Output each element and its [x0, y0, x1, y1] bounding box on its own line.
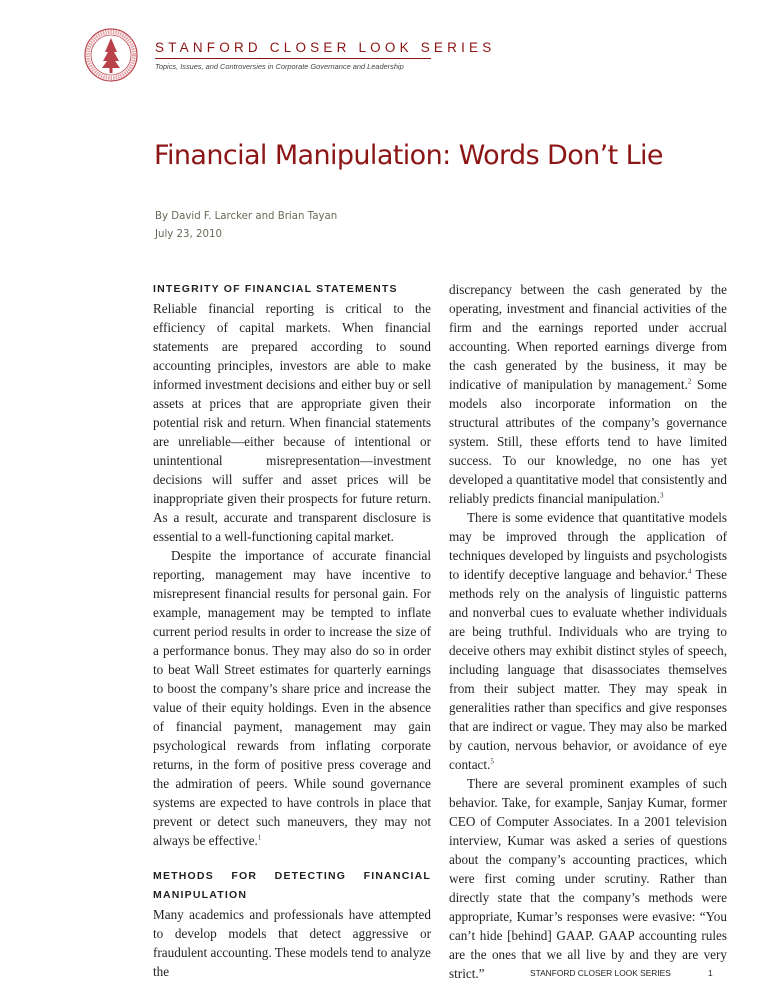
- paragraph-text: There is some evidence that quantitative models may be improved through the application of techniques developed by linguists and psychologists to identify deceptive language and behavior.: [449, 510, 727, 582]
- section-heading: INTEGRITY OF FINANCIAL STATEMENTS: [153, 283, 398, 295]
- page-number: 1: [708, 968, 713, 978]
- paragraph-text: These methods rely on the analysis of linguistic patterns and nonverbal cues to evaluate whether individuals are being truthful. Individuals who are trying to deceive others may exhibit distinct styles of speech, including language that disassociates themselves from their subject matter. They may speak in generalities rather than specifics and give responses that are indirect or vague. They may also be marked by caution, nervous behavior, or avoidance of eye contact.: [449, 567, 727, 772]
- paragraph-text: Despite the importance of accurate financial reporting, management may have incentive to misrepresent financial results for personal gain. For example, management may be tempted to inflate current period results in order to increase the size of a performance bonus. They may also do so in order to beat Wall Street estimates for quarterly earnings to boost the company’s share price and increase the value of their equity holdings. Even in the absence of financial payment, management may gain psychological rewards from inflating corporate returns, in the form of positive press coverage and the admiration of peers. While sound governance systems are expected to have controls in place that prevent or detect such maneuvers, they may not always be effective.: [153, 548, 431, 848]
- paragraph: Reliable financial reporting is critical to the efficiency of capital markets. When financial statements are prepared according to sound accounting principles, investors are able to make informed investment decisions and either buy or sell assets at prices that are appropriate given their potential risk and return. When financial statements are unreliable—either because of intentional or unintentional misrepresentation—investment decisions will suffer and asset prices will be inappropriate given their prospects for future return. As a result, accurate and transparent disclosure is essential to a well-functioning capital market.: [153, 301, 431, 544]
- paragraph-text: discrepancy between the cash generated by the operating, investment and financial activities of the firm and the earnings reported under accrual accounting. When reported earnings diverge from the cash generated by the business, it may be indicative of manipulation by management.: [449, 282, 727, 392]
- footnote-ref[interactable]: 1: [257, 833, 262, 842]
- byline-block: [155, 208, 337, 244]
- paragraph: [153, 546, 431, 850]
- footnote-ref[interactable]: 4: [687, 567, 692, 576]
- paragraph: [449, 280, 727, 508]
- paragraph: Many academics and professionals have attempted to develop models that detect aggressive or fraudulent accounting. These models tend to analyze the: [153, 907, 431, 979]
- paragraph: There are several prominent examples of such behavior. Take, for example, Sanjay Kumar, former CEO of Computer Associates. In a 2001 television interview, Kumar was asked a series of questions about the company’s accounting practices, which were first coming under scrutiny. Rather than directly state that the company’s methods were appropriate, Kumar’s responses were evasive: “You can’t hide [behind] GAAP. GAAP accounting rules are the ones that we all live by and they are very strict.”: [449, 776, 727, 981]
- paragraph-text: Some models also incorporate information on the structural attributes of the company’s governance system. Still, these efforts tend to have limited success. To our knowledge, no one has yet developed a quantitative model that consistently and reliably predicts financial manipulation.: [449, 377, 727, 506]
- authors: By David F. Larcker and Brian Tayan: [155, 211, 338, 222]
- right-column: [449, 280, 727, 983]
- stanford-seal-icon: [84, 28, 138, 82]
- paragraph: [449, 508, 727, 774]
- section-heading: METHODS FOR DETECTING FINANCIAL MANIPULATION: [153, 870, 431, 901]
- left-column: [153, 280, 431, 981]
- series-tagline: Topics, Issues, and Controversies in Corporate Governance and Leadership: [155, 62, 404, 71]
- footnote-ref[interactable]: 2: [687, 377, 692, 386]
- series-title: STANFORD CLOSER LOOK SERIES: [155, 40, 496, 55]
- footer-series: STANFORD CLOSER LOOK SERIES: [530, 968, 671, 978]
- footnote-ref[interactable]: 5: [490, 757, 494, 766]
- publication-date: July 23, 2010: [155, 229, 222, 240]
- article-title: Financial Manipulation: Words Don’t Lie: [154, 140, 663, 171]
- footnote-ref[interactable]: 3: [659, 491, 664, 500]
- header-rule: [155, 58, 431, 59]
